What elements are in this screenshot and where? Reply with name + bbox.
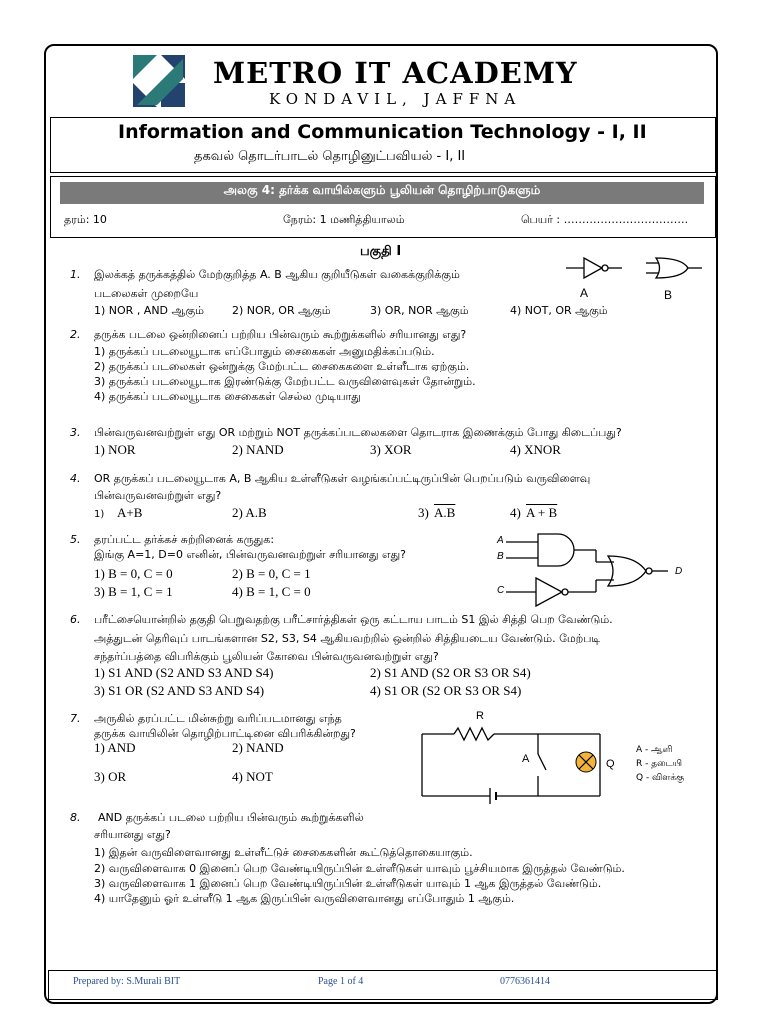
footer-prepared: Prepared by: S.Murali BIT bbox=[73, 976, 181, 987]
option[interactable]: 2) NAND bbox=[232, 442, 284, 457]
option-expression[interactable]: A.B bbox=[434, 505, 456, 520]
question-text: அருகில் தரப்பட்ட மின்சுற்று வரிப்படமானது எந்த bbox=[94, 712, 342, 725]
option[interactable]: 1) S1 AND (S2 AND S3 AND S4) bbox=[94, 665, 274, 680]
option[interactable]: 2) NOR, OR ஆகும் bbox=[232, 304, 331, 317]
subject-title-ta: தகவல் தொடர்பாடல் தொழினுட்பவியல் - I, II bbox=[194, 149, 466, 164]
figure-label-a: A bbox=[497, 535, 504, 546]
option[interactable]: 4) bbox=[510, 505, 521, 520]
option[interactable]: 3) S1 OR (S2 AND S3 AND S4) bbox=[94, 683, 265, 698]
option[interactable]: 3) தருக்கப் படலையூடாக இரண்டுக்கு மேற்பட்ட வருவிளைவுகள் தோன்றும். bbox=[94, 375, 476, 388]
legend-item: R - தடையி bbox=[636, 759, 683, 769]
figure-label-r: R bbox=[476, 710, 484, 722]
grade-label: தரம்: 10 bbox=[64, 213, 107, 226]
question-number: 6. bbox=[70, 613, 81, 626]
figure-label-d: D bbox=[675, 566, 683, 577]
logic-circuit-q5 bbox=[496, 528, 686, 608]
question-text: சரியானது எது? bbox=[94, 828, 171, 841]
figure-label-b: B bbox=[664, 288, 673, 302]
option[interactable]: 1) AND bbox=[94, 740, 136, 755]
question-text: பின்வருவனவற்றுள் எது OR மற்றும் NOT தருக்கப்படலைகளை தொடராக இணைக்கும் போது கிடைப்பது? bbox=[94, 426, 622, 439]
question-text: பரீட்சையொன்றில் தகுதி பெறுவதற்கு பரீட்சார்த்திகள் ஒரு கட்டாய பாடம் S1 இல் சித்தி பெற வேண்டும். bbox=[94, 613, 613, 626]
figure-label-a: A bbox=[522, 753, 530, 765]
option[interactable]: 2) தருக்கப் படலைகள் ஒன்றுக்கு மேற்பட்ட சைகைகளை உள்ளீடாக ஏற்கும். bbox=[94, 360, 470, 373]
option[interactable]: 2) A.B bbox=[232, 505, 267, 520]
legend-item: A - ஆளி bbox=[636, 745, 673, 755]
option[interactable]: 3) XOR bbox=[370, 442, 412, 457]
option[interactable]: 1) இதன் வருவிளைவானது உள்ளீட்டுச் சைகைகளின் கூட்டுத்தொகையாகும். bbox=[94, 846, 473, 859]
footer-phone: 0776361414 bbox=[500, 976, 550, 987]
option[interactable]: 1) bbox=[94, 509, 105, 520]
legend-item: Q - விளக்கு bbox=[636, 773, 685, 783]
question-number: 4. bbox=[70, 472, 81, 485]
question-text: தருக்க வாயிலின் தொழிற்பாட்டினை விபரிக்கின்றது? bbox=[94, 727, 356, 740]
question-number: 2. bbox=[70, 328, 81, 341]
option-expression[interactable]: A + B bbox=[526, 505, 558, 520]
option[interactable]: 1) NOR , AND ஆகும் bbox=[94, 304, 204, 317]
option[interactable]: 1) தருக்கப் படலையூடாக எப்போதும் சைகைகள் அனுமதிக்கப்படும். bbox=[94, 345, 435, 358]
question-text: தருக்க படலை ஒன்றினைப் பற்றிய பின்வரும் கூற்றுக்களில் சரியானது எது? bbox=[94, 328, 467, 341]
option[interactable]: 1) B = 0, C = 0 bbox=[94, 566, 173, 581]
part-title: பகுதி I bbox=[360, 244, 402, 259]
question-number: 3. bbox=[70, 426, 81, 439]
name-label: பெயர் : ……………………………. bbox=[521, 213, 689, 226]
option[interactable]: 4) தருக்கப் படலையூடாக சைகைகள் செல்ல முடியாது bbox=[94, 390, 361, 403]
question-number: 1. bbox=[70, 268, 81, 281]
option[interactable]: 4) யாதேனும் ஓர் உள்ளீடு 1 ஆக இருப்பின் வருவிளைவானது எப்போதும் 1 ஆகும். bbox=[94, 892, 515, 905]
question-text: இங்கு A=1, D=0 எனின், பின்வருவனவற்றுள் சரியானது எது? bbox=[94, 548, 406, 561]
figure-label-a: A bbox=[580, 286, 589, 300]
option[interactable]: 4) S1 OR (S2 OR S3 OR S4) bbox=[370, 683, 522, 698]
option[interactable]: 4) NOT bbox=[232, 769, 273, 784]
question-text: அத்துடன் தெரிவுப் பாடங்களான S2, S3, S4 ஆகியவற்றில் ஒன்றில் சித்தியடைய வேண்டும். மேற்படி bbox=[94, 632, 601, 645]
option[interactable]: 2) S1 AND (S2 OR S3 OR S4) bbox=[370, 665, 531, 680]
option[interactable]: 2) B = 0, C = 1 bbox=[232, 566, 311, 581]
subject-title-en: Information and Communication Technology - I, II bbox=[118, 121, 647, 143]
question-number: 7. bbox=[70, 712, 81, 725]
option[interactable]: 2) NAND bbox=[232, 740, 284, 755]
question-text: OR தருக்கப் படலையூடாக A, B ஆகிய உள்ளீடுகள் வழங்கப்பட்டிருப்பின் பெறப்படும் வருவிளைவு bbox=[94, 472, 591, 485]
option[interactable]: 4) XNOR bbox=[510, 442, 561, 457]
academy-logo bbox=[133, 55, 185, 107]
figure-label-b: B bbox=[497, 551, 504, 562]
option[interactable]: 3) bbox=[418, 505, 429, 520]
option[interactable]: 3) B = 1, C = 1 bbox=[94, 584, 173, 599]
option[interactable]: 4) B = 1, C = 0 bbox=[232, 584, 311, 599]
unit-title: அலகு 4: தர்க்க வாயில்களும் பூலியன் தொழிற்பாடுகளும் bbox=[223, 183, 541, 197]
option[interactable]: 1) NOR bbox=[94, 442, 136, 457]
option[interactable]: 4) NOT, OR ஆகும் bbox=[510, 304, 608, 317]
academy-name: METRO IT ACADEMY bbox=[213, 56, 578, 90]
time-label: நேரம்: 1 மணித்தியாலம் bbox=[283, 213, 405, 226]
question-text: இலக்கத் தருக்கத்தில் மேற்குறித்த A. B ஆகிய குறியீடுகள் வகைக்குறிக்கும் bbox=[94, 268, 460, 281]
question-text: பின்வருவனவற்றுள் எது? bbox=[94, 489, 222, 502]
footer-page: Page 1 of 4 bbox=[318, 976, 364, 987]
figure-label-q: Q bbox=[606, 758, 615, 770]
question-text: படலைகள் முறையே bbox=[94, 287, 199, 300]
question-text: சந்தர்ப்பத்தை விபரிக்கும் பூலியன் கோவை பின்வருவனவற்றுள் எது? bbox=[94, 650, 439, 663]
electric-circuit-q7 bbox=[398, 704, 630, 810]
option[interactable]: 3) OR bbox=[94, 769, 127, 784]
figure-label-c: C bbox=[497, 585, 505, 596]
question-text: AND தருக்கப் படலை பற்றிய பின்வரும் கூற்றுக்களில் bbox=[98, 811, 364, 824]
academy-location: KONDAVIL, JAFFNA bbox=[269, 90, 522, 108]
option[interactable]: 3) வருவிளைவாக 1 இனைப் பெற வேண்டியிருப்பின் உள்ளீடுகள் யாவும் 1 ஆக இருத்தல் வேண்டும். bbox=[94, 877, 602, 890]
option[interactable]: 2) வருவிளைவாக 0 இனைப் பெற வேண்டியிருப்பின் உள்ளீடுகள் யாவும் பூச்சியமாக இருத்தல் வேண்டும். bbox=[94, 862, 625, 875]
question-number: 5. bbox=[70, 533, 81, 546]
option[interactable]: 3) OR, NOR ஆகும் bbox=[370, 304, 469, 317]
option-expression[interactable]: A+B bbox=[117, 505, 143, 520]
question-text: தரப்பட்ட தர்க்கச் சுற்றினைக் கருதுக: bbox=[94, 533, 275, 546]
question-number: 8. bbox=[70, 811, 81, 824]
